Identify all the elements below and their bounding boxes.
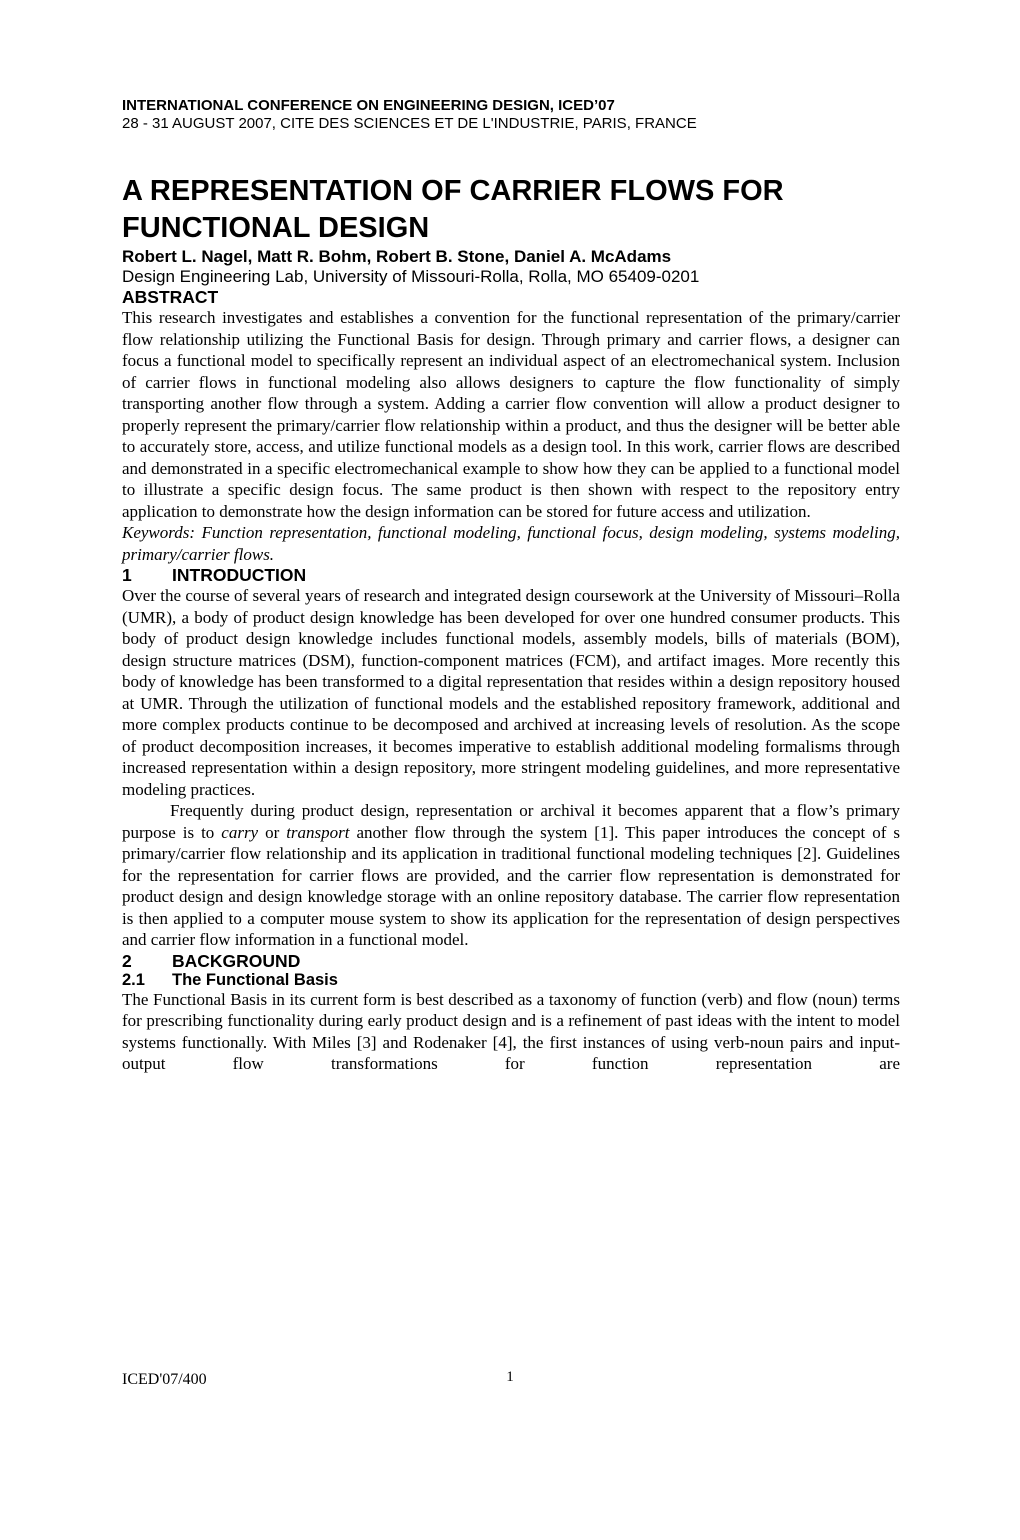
section-2-1-number: 2.1 <box>122 970 145 989</box>
paper-title-line2: FUNCTIONAL DESIGN <box>122 212 430 244</box>
paper-title <box>122 173 900 247</box>
intro-p2-italic-carry: carry <box>221 822 259 842</box>
authors-line: Robert L. Nagel, Matt R. Bohm, Robert B. Stone, Daniel A. McAdams <box>122 247 672 266</box>
affiliation-line: Design Engineering Lab, University of Missouri-Rolla, Rolla, MO 65409-0201 <box>122 267 700 286</box>
footer-document-id: ICED'07/400 <box>122 1371 207 1388</box>
section-2-heading <box>122 951 900 971</box>
page-number: 1 <box>506 1369 514 1385</box>
introduction-paragraph-1: Over the course of several years of research and integrated design coursework at the University of Missouri–Rolla (UMR), a body of product design knowledge has been developed for over one hundred consumer products. This body of product design knowledge includes functional models, assembly models, bills of materials (BOM), design structure matrices (DSM), function-component matrices (FCM), and artifact images. More recently this body of knowledge has been transformed to a digital representation that resides within a design repository housed at UMR. Through the utilization of functional models and the established repository framework, additional and more complex products continue to be decomposed and archived at increasing levels of resolution. As the scope of product decomposition increases, it becomes imperative to establish additional modeling formalisms through increased representation within a design repository, more stringent modeling guidelines, and more representative modeling practices. <box>122 586 900 799</box>
abstract-text: This research investigates and establishes a convention for the functional representation of the primary/carrier flow relationship utilizing the Functional Basis for design. Through primary and carrier flows, a designer can focus a functional model to specifically represent an individual aspect of an electromechanical system. Inclusion of carrier flows in functional modeling also allows designers to capture the flow functionality of simply transporting another flow through a system. Adding a carrier flow convention will allow a product designer to properly represent the primary/carrier flow relationship within a product, and thus the designer will be better able to accurately store, access, and utilize functional models as a design tool. In this work, carrier flows are described and demonstrated in a specific electromechanical example to show how they can be applied to a functional model to illustrate a specific design focus. The same product is then shown with respect to the repository entry application to demonstrate how the design information can be stored for future access and utilization. <box>122 308 900 521</box>
section-2-1-title: The Functional Basis <box>172 970 338 989</box>
intro-p2-mid: or <box>258 822 287 842</box>
introduction-paragraph-2 <box>122 800 900 951</box>
conference-header-line2: 28 - 31 AUGUST 2007, CITE DES SCIENCES ET DE L'INDUSTRIE, PARIS, FRANCE <box>122 115 697 132</box>
paper-title-line1: A REPRESENTATION OF CARRIER FLOWS FOR <box>122 175 784 207</box>
section-1-heading <box>122 565 900 585</box>
section-2-title: BACKGROUND <box>172 950 301 971</box>
abstract-heading: ABSTRACT <box>122 287 219 307</box>
section-2-number: 2 <box>122 950 132 971</box>
intro-p2-italic-transport: transport <box>286 822 350 842</box>
intro-p2-rest: another flow through the system [1]. This paper introduces the concept of s primary/carrier flow relationship and its application in traditional functional modeling techniques [2]. Guidelines for the representation for carrier flows are provided, and the carrier flow representation is demonstrated for product design and design knowledge storage with an online repository database. The carrier flow representation is then applied to a computer mouse system to show its application for the representation of design perspectives and carrier flow information in a functional model. <box>122 822 900 949</box>
functional-basis-paragraph: The Functional Basis in its current form is best described as a taxonomy of function (verb) and flow (noun) terms for prescribing functionality during early product design and is a refinement of past ideas with the intent to model systems functionally. With Miles [3] and Rodenaker [4], the first instances of using verb-noun pairs and input-output flow transformations for function representation are <box>122 989 900 1073</box>
section-1-title: INTRODUCTION <box>172 565 307 585</box>
keywords-line: Keywords: Function representation, functional modeling, functional focus, design modeling, systems modeling, primary/carrier flows. <box>122 523 900 564</box>
section-1-number: 1 <box>122 565 132 585</box>
section-2-1-heading <box>122 971 900 989</box>
conference-header-line1: INTERNATIONAL CONFERENCE ON ENGINEERING DESIGN, ICED’07 <box>122 97 615 114</box>
intro-p2-pre: Frequently during product design, representation or archival it becomes apparent that a flow’s primary purpose is to <box>122 801 900 842</box>
